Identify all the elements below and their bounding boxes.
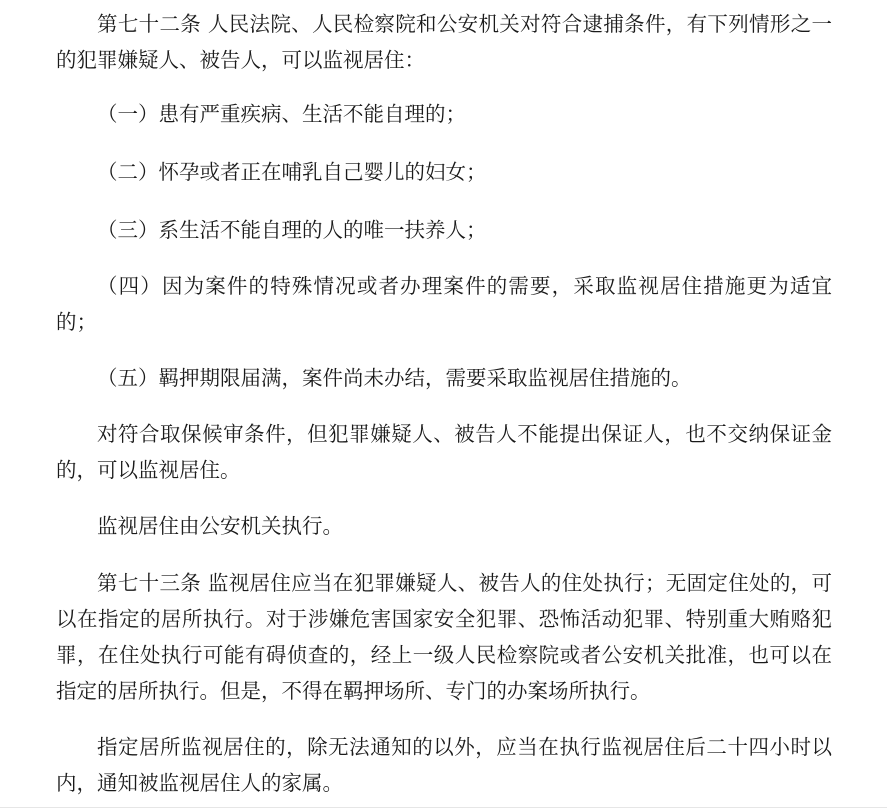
article-73-paragraph: 第七十三条 监视居住应当在犯罪嫌疑人、被告人的住处执行；无固定住处的，可以在指定的居所执行。对于涉嫌危害国家安全犯罪、恐怖活动犯罪、特别重大贿赂犯罪，在住处执行可能有碍侦查的，经上一级人民检察院或者公安机关批准，也可以在指定的居所执行。但是，不得在羁押场所、专门的办案场所执行。 [56,571,832,703]
executing-authority-paragraph: 监视居住由公安机关执行。 [97,514,343,538]
document-body [56,0,832,801]
clause-3: （三）系生活不能自理的人的唯一扶养人； [97,218,487,242]
clause-1: （一）患有严重疾病、生活不能自理的； [97,102,466,126]
clause-2: （二）怀孕或者正在哺乳自己婴儿的妇女； [97,160,487,184]
page-divider [0,807,887,808]
clause-4: （四）因为案件的特殊情况或者办理案件的需要，采取监视居住措施更为适宜的； [56,274,832,334]
bail-condition-paragraph: 对符合取保候审条件，但犯罪嫌疑人、被告人不能提出保证人，也不交纳保证金的，可以监视居住。 [56,422,832,482]
family-notification-paragraph: 指定居所监视居住的，除无法通知的以外，应当在执行监视居住后二十四小时以内，通知被监视居住人的家属。 [56,735,832,795]
clause-5: （五）羁押期限届满，案件尚未办结，需要采取监视居住措施的。 [97,366,692,390]
article-72-paragraph: 第七十二条 人民法院、人民检察院和公安机关对符合逮捕条件，有下列情形之一的犯罪嫌疑人、被告人，可以监视居住： [56,12,832,72]
